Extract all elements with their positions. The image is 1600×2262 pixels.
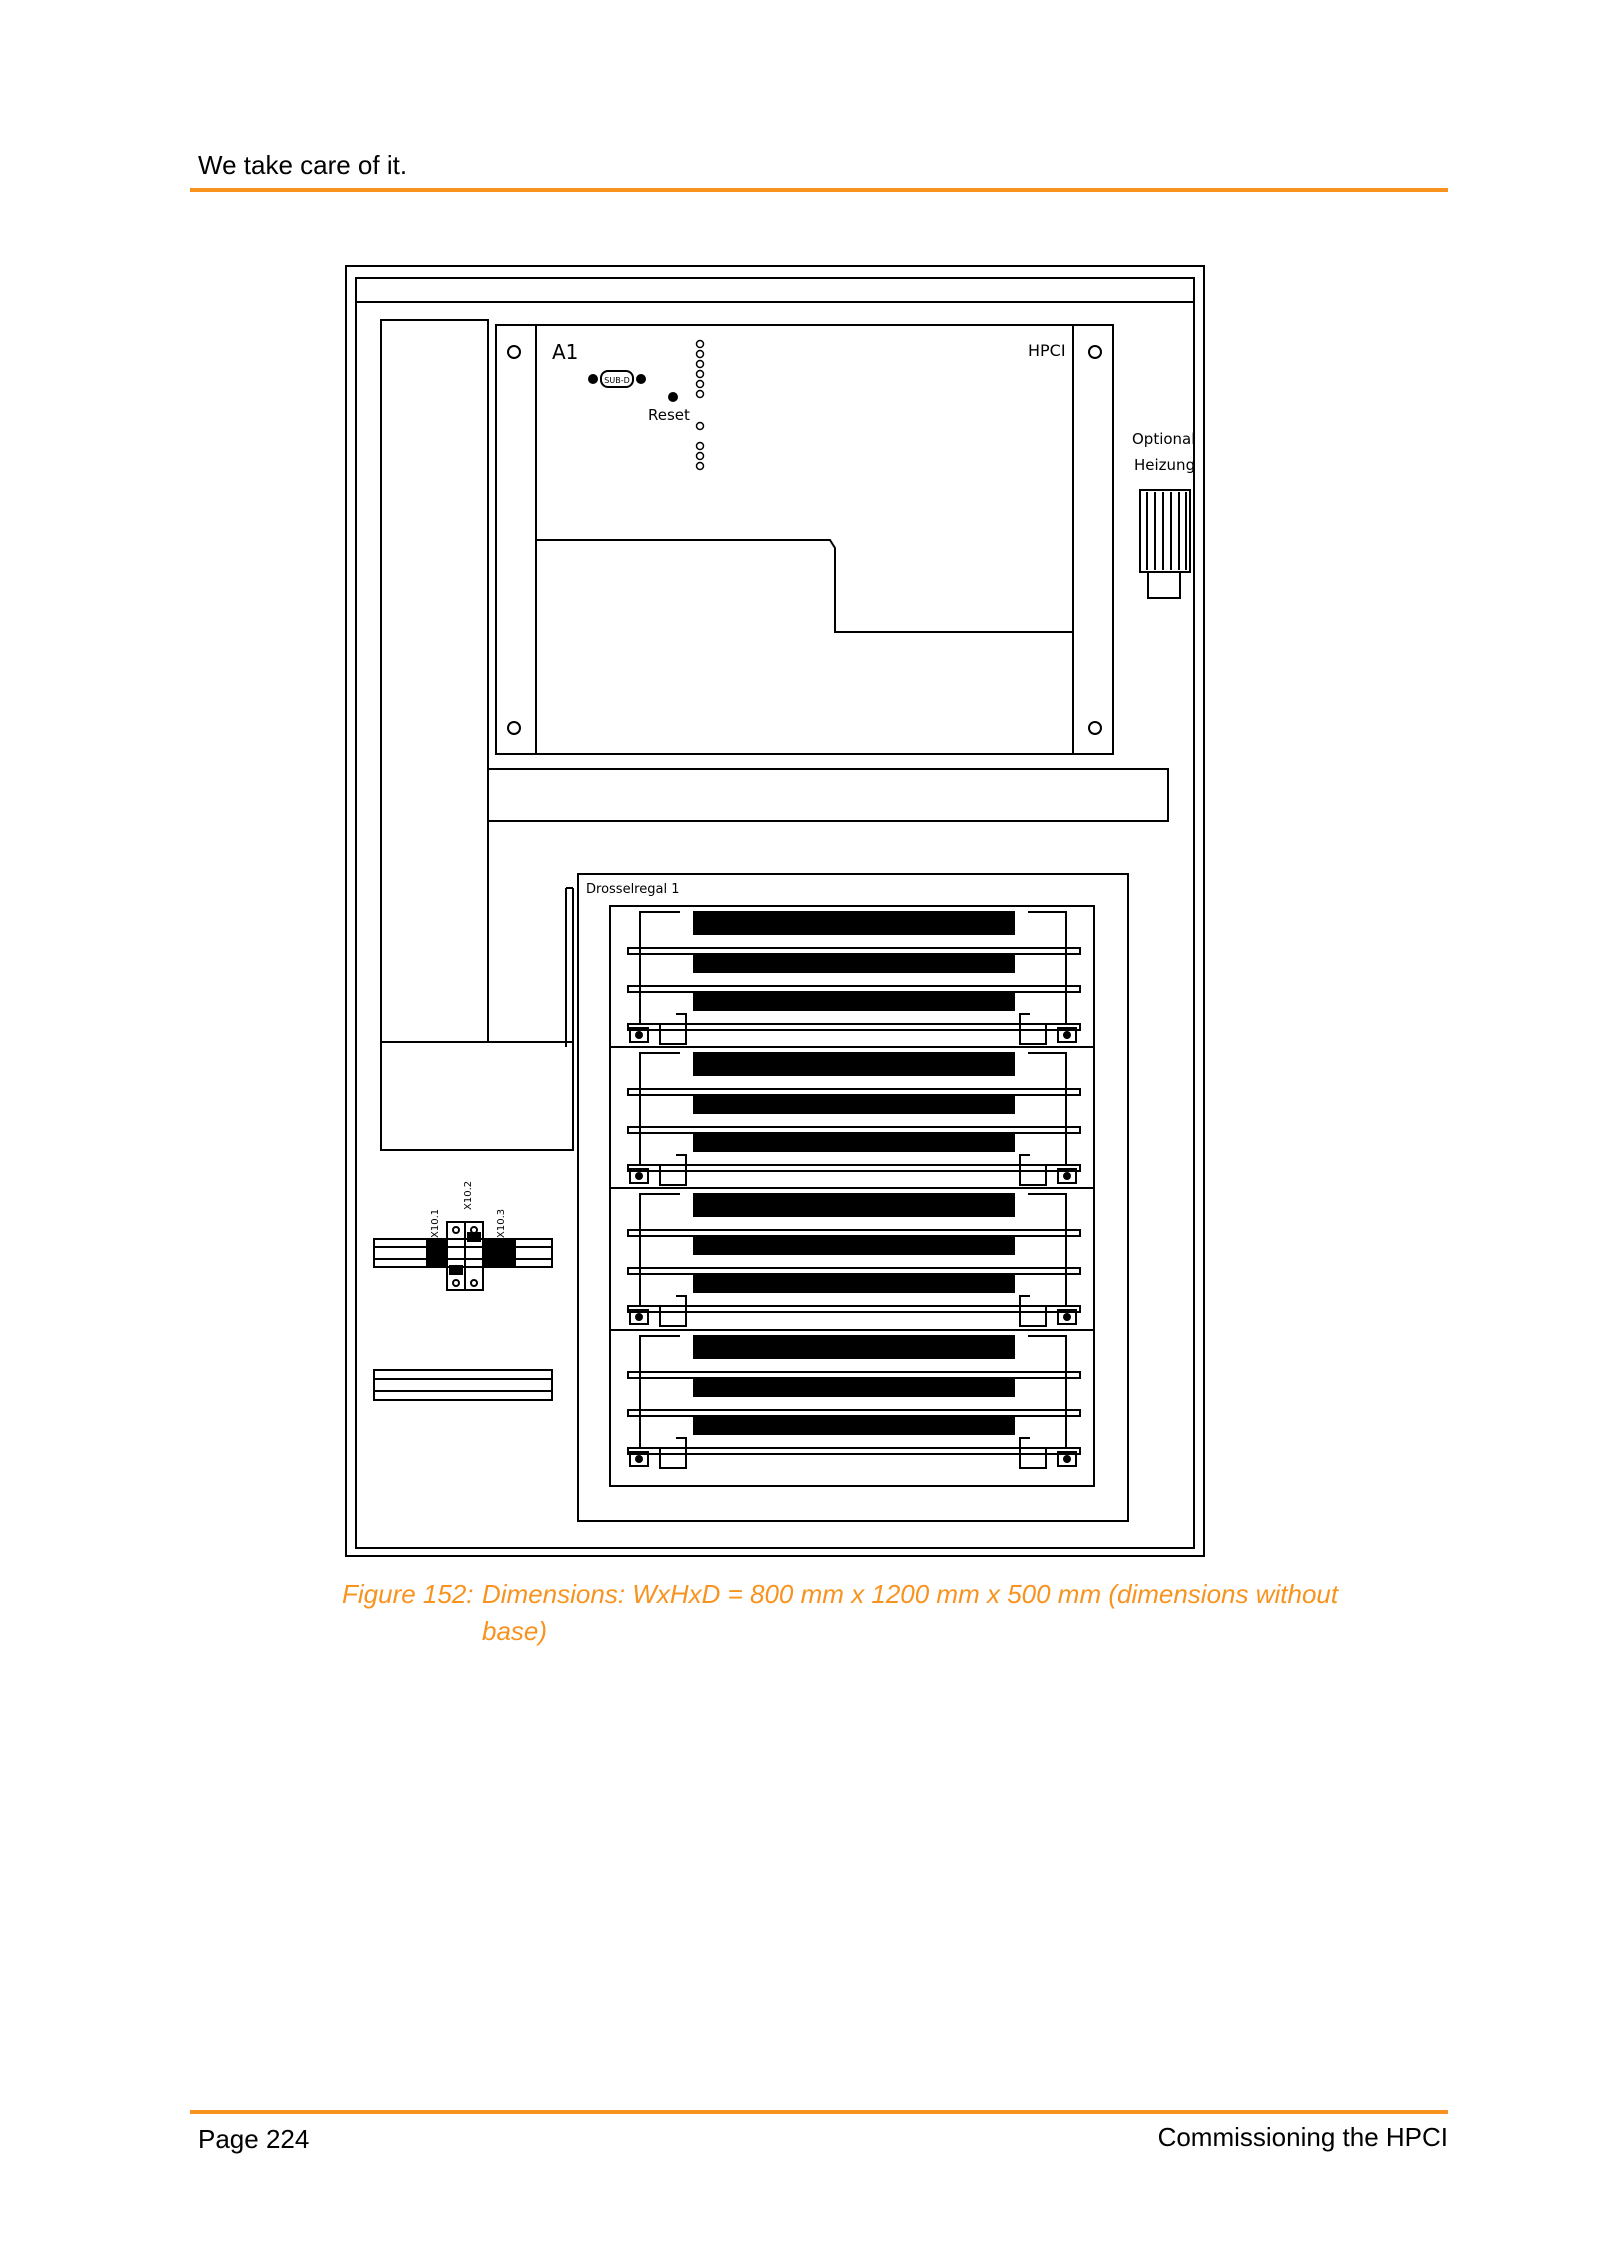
led-icon	[697, 361, 704, 368]
guide-bar	[628, 1410, 1080, 1416]
screw-icon	[1064, 1456, 1070, 1462]
led-icon	[697, 351, 704, 358]
terminal-label-2: X10.2	[463, 1180, 474, 1210]
screw-icon	[636, 1173, 642, 1179]
figure-number: Figure 152:	[342, 1579, 474, 1609]
module-label: A1	[552, 340, 579, 364]
heater-label-2: Heizung	[1134, 456, 1196, 474]
led-icon	[697, 371, 704, 378]
mounting-hole-icon	[508, 346, 520, 358]
page-number: Page 224	[198, 2124, 310, 2154]
choke-modules	[610, 906, 1094, 1468]
rack-label: Drosselregal 1	[586, 882, 680, 897]
module-divider-line	[536, 540, 1073, 632]
heater-icon	[1140, 490, 1190, 598]
choke-coil	[694, 912, 1014, 934]
guide-bar	[628, 1372, 1080, 1378]
din-rail-lower	[374, 1370, 552, 1400]
figure-caption	[342, 1576, 1422, 1650]
led-icon	[697, 381, 704, 388]
guide-bar	[628, 1127, 1080, 1133]
mounting-hole-icon	[1089, 346, 1101, 358]
choke-coil	[694, 1336, 1014, 1358]
choke-coil	[694, 1053, 1014, 1075]
guide-bar	[628, 1165, 1080, 1171]
led-icon	[697, 463, 704, 470]
guide-bar	[628, 1306, 1080, 1312]
screw-icon	[636, 1314, 642, 1320]
section-title: Commissioning the HPCI	[1157, 2122, 1448, 2152]
cable-duct-joint	[488, 1042, 573, 1150]
led-icon	[697, 423, 704, 430]
footer-rule	[190, 2110, 1448, 2114]
brand-label: HPCI	[1028, 341, 1066, 360]
led-icon	[697, 453, 704, 460]
led-icon	[697, 341, 704, 348]
reset-button-icon	[669, 393, 677, 401]
guide-bar	[628, 948, 1080, 954]
guide-bar	[628, 1230, 1080, 1236]
mounting-hole-icon	[508, 722, 520, 734]
terminal-label-3: X10.3	[496, 1208, 507, 1238]
header-tagline: We take care of it.	[198, 150, 408, 180]
terminal-block-x10	[374, 1222, 552, 1290]
choke-coil	[694, 1194, 1014, 1216]
mounting-hole-icon	[1089, 722, 1101, 734]
status-led-column	[697, 341, 704, 470]
led-icon	[697, 443, 704, 450]
cable-duct-vertical	[381, 320, 488, 1042]
terminal-label-1: X10.1	[430, 1208, 441, 1238]
screw-icon	[636, 1032, 642, 1038]
figure-caption-line1: Dimensions: WxHxD = 800 mm x 1200 mm x 500 mm (dimensions without	[482, 1579, 1339, 1609]
cable-duct-horizontal	[488, 769, 1168, 821]
guide-bar	[628, 986, 1080, 992]
screw-icon	[1064, 1314, 1070, 1320]
guide-bar	[628, 1089, 1080, 1095]
heater-label-1: Optional	[1132, 430, 1196, 448]
reset-label: Reset	[648, 406, 690, 424]
guide-bar	[628, 1268, 1080, 1274]
screw-icon	[636, 1456, 642, 1462]
cable-duct-lower	[381, 1042, 573, 1150]
screw-icon	[1064, 1173, 1070, 1179]
connector-label: SUB-D	[604, 376, 630, 385]
figure-caption-line2: base)	[482, 1616, 548, 1646]
guide-bar	[628, 1448, 1080, 1454]
connector-screw-icon	[589, 375, 597, 383]
guide-bar	[628, 1024, 1080, 1030]
screw-icon	[1064, 1032, 1070, 1038]
connector-screw-icon	[637, 375, 645, 383]
led-icon	[697, 391, 704, 398]
